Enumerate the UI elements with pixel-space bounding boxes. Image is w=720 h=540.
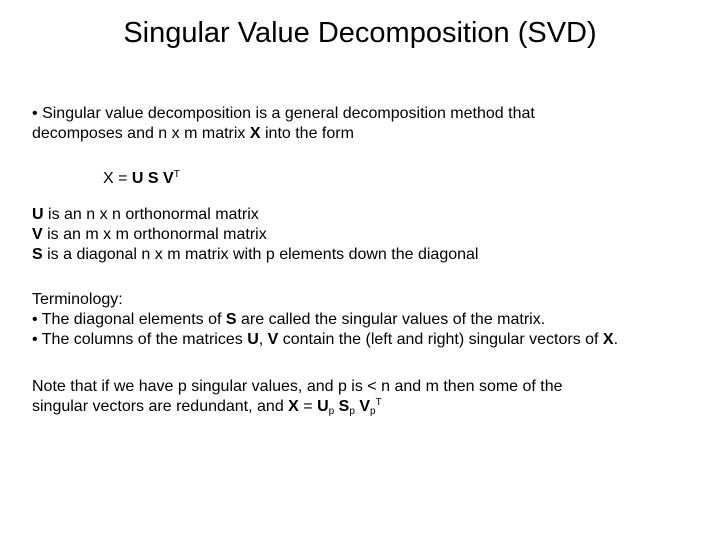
terminology-text: The diagonal elements of — [41, 311, 226, 328]
note-paragraph — [32, 377, 563, 417]
intro-line-2 — [32, 124, 535, 144]
bullet: • — [32, 105, 38, 122]
terminology-heading: Terminology: — [32, 291, 123, 308]
matrix-symbol: V — [267, 331, 279, 348]
matrix-symbol: V — [163, 170, 174, 187]
matrix-symbol: V — [359, 398, 370, 415]
subscript-p: p — [370, 406, 376, 417]
intro-text: into the form — [260, 125, 354, 142]
intro-text: Singular value decomposition is a general decomposition method that — [42, 105, 535, 122]
matrix-symbol: V — [32, 226, 43, 243]
definitions-list — [32, 205, 478, 265]
bullet: • — [32, 331, 38, 348]
matrix-symbol: S — [225, 311, 237, 328]
svd-formula — [103, 169, 180, 189]
definition-item — [32, 225, 478, 245]
matrix-symbol: U — [131, 170, 144, 187]
note-line-2 — [32, 397, 563, 417]
terminology-text: The columns of the matrices — [41, 331, 248, 348]
matrix-symbol: U — [32, 206, 44, 223]
terminology-text: . — [613, 331, 619, 348]
note-text: singular vectors are redundant, and — [32, 398, 289, 415]
terminology-item — [32, 330, 618, 350]
terminology-item — [32, 310, 618, 330]
subscript-p: p — [349, 406, 355, 417]
matrix-symbol: X — [288, 398, 299, 415]
note-line-1: Note that if we have p singular values, and p is < n and m then some of the — [32, 378, 563, 395]
definition-text: is a diagonal n x m matrix with p elements down the diagonal — [42, 246, 479, 263]
equals-sign: = — [298, 398, 318, 415]
matrix-symbol: U — [247, 331, 259, 348]
matrix-symbol: U — [317, 398, 329, 415]
definition-text: is an m x m orthonormal matrix — [42, 226, 267, 243]
matrix-symbol: X — [249, 125, 261, 142]
terminology-text: contain the (left and right) singular vectors of — [278, 331, 603, 348]
matrix-symbol: S — [147, 170, 159, 187]
intro-paragraph — [32, 104, 535, 144]
matrix-symbol: X — [602, 331, 614, 348]
matrix-symbol: X — [103, 170, 114, 187]
subscript-p: p — [328, 406, 335, 417]
matrix-symbol: S — [32, 246, 43, 263]
definition-item — [32, 205, 478, 225]
transpose-superscript: T — [375, 397, 382, 408]
intro-text: decomposes and n x m matrix — [32, 125, 250, 142]
terminology-text: , — [258, 331, 268, 348]
equals-sign: = — [113, 170, 132, 187]
page-title: Singular Value Decomposition (SVD) — [123, 17, 597, 49]
transpose-superscript: T — [173, 169, 180, 180]
bullet: • — [32, 311, 38, 328]
matrix-symbol: S — [338, 398, 350, 415]
intro-line-1 — [32, 104, 535, 124]
terminology-text: are called the singular values of the matrix. — [236, 311, 546, 328]
definition-item — [32, 245, 478, 265]
definition-text: is an n x n orthonormal matrix — [43, 206, 259, 223]
terminology-section — [32, 290, 618, 350]
